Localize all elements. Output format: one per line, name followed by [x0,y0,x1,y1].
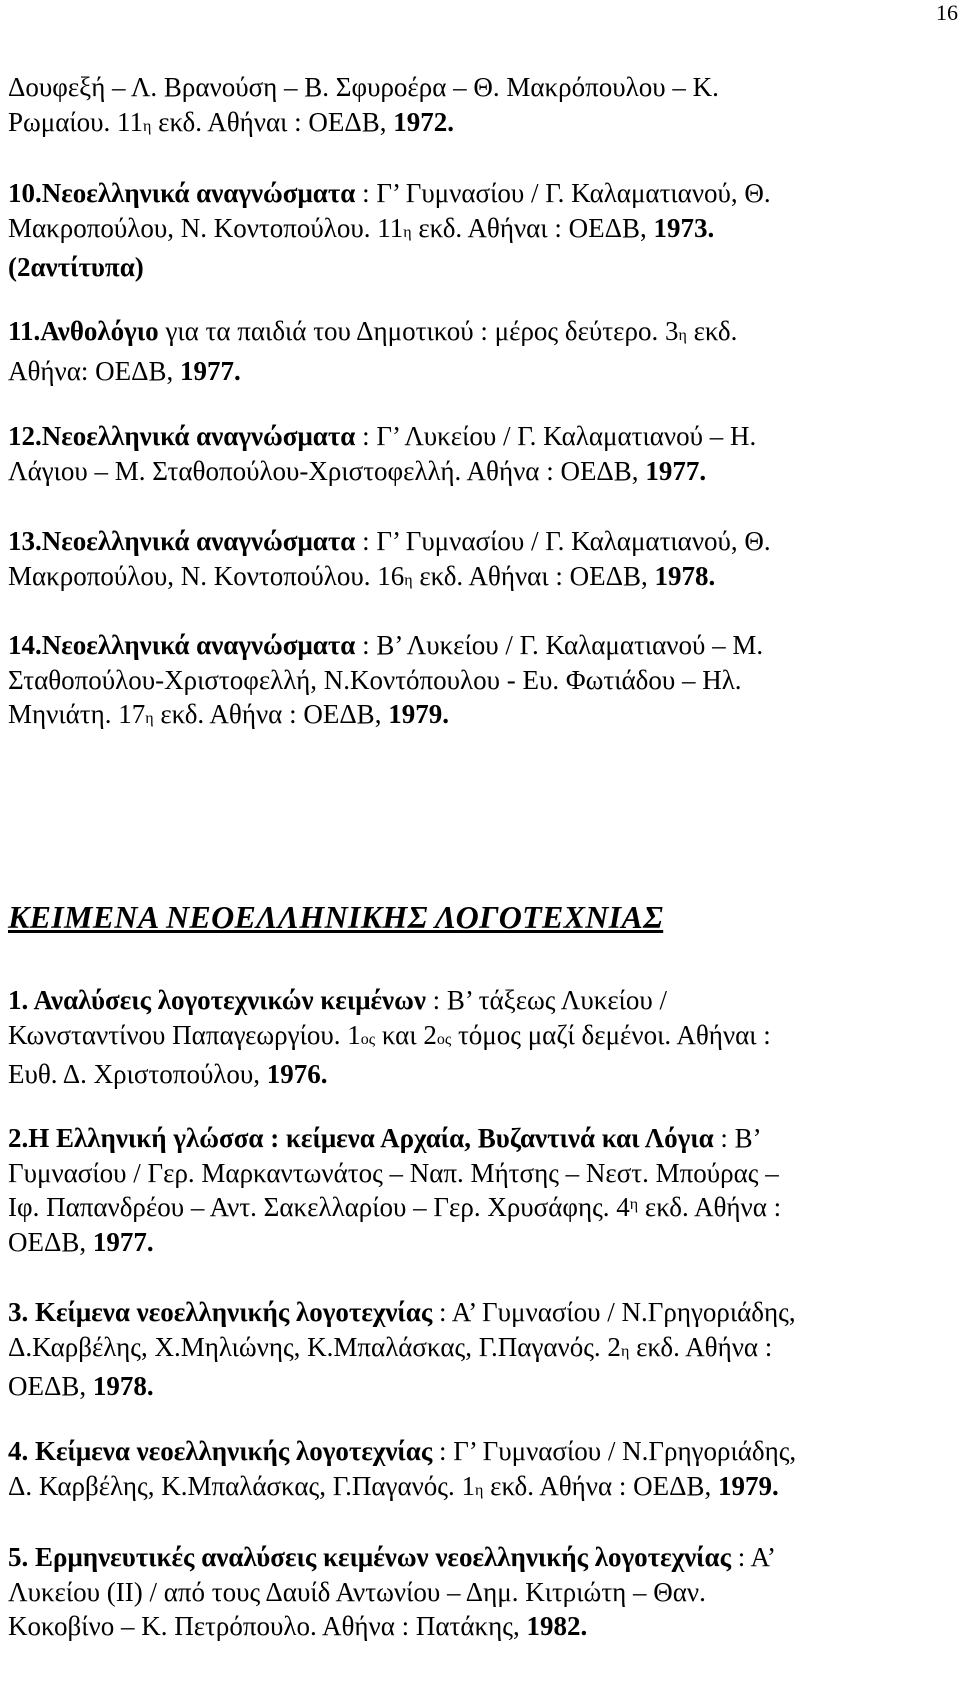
bold-text: 1978. [654,560,716,591]
bold-text: 10.Νεοελληνικά αναγνώσματα [8,178,356,208]
bibliography-entry [8,524,948,598]
ordinal-suffix: η [404,571,413,589]
entry-text: εκδ. [686,316,738,346]
entry-text: Δ.Καρβέλης, Χ.Μηλιώνης, Κ.Μπαλάσκας, Γ.Παγανός. 2 [8,1331,621,1362]
bold-text: 1982. [526,1611,588,1641]
bold-text: 1973. [653,212,715,243]
ordinal-suffix: η [620,1342,630,1360]
ordinal-suffix: η [475,1481,484,1499]
entry-line [8,983,948,1018]
entry-line [8,1018,948,1058]
entry-text: : Γ’ Γυμνασίου / Γ. Καλαματιανού, Θ. [355,178,771,208]
bold-text: 1976. [266,1059,328,1089]
entry-text: και 2 [375,1019,437,1050]
entry-line [8,1469,948,1509]
entry-line [8,1330,948,1370]
ordinal-suffix: η [143,117,152,135]
bold-text: 1979. [717,1470,779,1501]
page-number: 16 [936,0,958,25]
bibliography-entry [8,70,948,144]
bibliography-entry [8,1540,948,1644]
entry-line [8,1057,948,1092]
entry-line [8,354,948,389]
entry-line [8,1609,948,1644]
bold-text: 1972. [393,106,455,137]
entry-line [8,1575,948,1610]
bold-text: 1979. [388,699,449,729]
entry-text: εκδ. Αθήναι : ΟΕΔΒ, [412,560,655,591]
entry-text: ΟΕΔΒ, [8,1371,93,1401]
entry-text: : Γ’ Γυμνασίου / Ν.Γρηγοριάδης, [432,1436,797,1466]
bold-text: 3. Κείμενα νεοελληνικής λογοτεχνίας [8,1297,433,1327]
entry-text: Κοκοβίνο – Κ. Πετρόπουλο. Αθήνα : Πατάκης, [8,1611,527,1641]
bold-text: 1. Αναλύσεις λογοτεχνικών κειμένων [8,985,426,1015]
entry-line [8,1369,948,1404]
bold-text: 12.Νεοελληνικά αναγνώσματα [8,421,356,451]
entry-text: : Β’ Λυκείου / Γ. Καλαματιανού – Μ. [355,630,764,660]
entry-text: εκδ. Αθήνα : ΟΕΔΒ, [153,699,389,729]
entry-text: εκδ. Αθήναι : ΟΕΔΒ, [151,106,394,137]
entry-line [8,454,948,489]
entry-text: : Α’ Γυμνασίου / Ν.Γρηγοριάδης, [432,1297,796,1327]
entry-line [8,697,948,737]
entry-line [8,250,948,285]
entry-text: : Γ’ Γυμνασίου / Γ. Καλαματιανού, Θ. [355,526,771,556]
bold-text: 5. Ερμηνευτικές αναλύσεις κειμένων νεοελληνικής λογοτεχνίας [8,1542,732,1572]
entry-line [8,628,948,663]
bold-text: 1977. [645,455,707,486]
bibliography-entry [8,1434,948,1508]
bibliography-entry [8,419,948,488]
entry-line [8,105,948,145]
entry-text: ΟΕΔΒ, [8,1226,93,1257]
entry-text: Γυμνασίου / Γερ. Μαρκαντωνάτος – Ναπ. Μήτσης – Νεστ. Μπούρας – [8,1157,779,1188]
bold-text: 4. Κείμενα νεοελληνικής λογοτεχνίας [8,1436,433,1466]
entry-text: για τα παιδιά του Δημοτικού : μέρος δεύτερο. 3 [158,316,679,346]
entry-line [8,1121,948,1156]
entry-text: Αθήνα: ΟΕΔΒ, [8,355,181,386]
ordinal-suffix: η [145,710,154,727]
entry-text: : Β’ [713,1123,762,1153]
ordinal-suffix: ος [436,1030,452,1048]
bold-text: 1977. [180,355,241,386]
bold-text: 14.Νεοελληνικά αναγνώσματα [8,630,356,660]
ordinal-suffix: η [403,223,412,241]
entry-text: τόμος μαζί δεμένοι. Αθήναι : [451,1019,771,1050]
bold-text: 1978. [92,1371,154,1401]
entry-line [8,176,948,211]
entry-line [8,314,948,354]
entry-line [8,1295,948,1330]
entry-line [8,1156,948,1191]
bibliography-entry [8,176,948,285]
bibliography-entry [8,1121,948,1259]
entry-text: εκδ. Αθήναι : ΟΕΔΒ, [411,212,654,243]
bold-text: (2αντίτυπα) [8,252,144,282]
entry-line [8,70,948,105]
entry-text: Μακροπούλου, Ν. Κοντοπούλου. 11 [8,212,404,243]
entry-text: Ιφ. Παπανδρέου – Αντ. Σακελλαρίου – Γερ. Χρυσάφης. 4 [8,1192,630,1222]
bold-text: 1977. [92,1226,154,1257]
entry-text: : Γ’ Λυκείου / Γ. Καλαματιανού – Η. [355,421,757,451]
bold-text: 11.Ανθολόγιο [8,316,159,346]
ordinal-suffix: η [629,1196,639,1213]
bibliography-entry [8,1295,948,1404]
bibliography-entry [8,628,948,737]
entry-line [8,559,948,599]
entry-text: Δ. Καρβέλης, Κ.Μπαλάσκας, Γ.Παγανός. 1 [8,1470,475,1501]
entry-text: εκδ. Αθήνα : [629,1331,773,1362]
bibliography-entry [8,314,948,388]
entry-text: Λυκείου (ΙΙ) / από τους Δαυίδ Αντωνίου – Δημ. Κιτριώτη – Θαν. [8,1576,706,1607]
entry-text: Λάγιου – Μ. Σταθοπούλου-Χριστοφελλή. Αθήνα : ΟΕΔΒ, [8,455,646,486]
entry-text: : Α’ [731,1542,777,1572]
entry-text: Μηνιάτη. 17 [8,699,146,729]
bibliography-entry [8,983,948,1092]
entry-line [8,419,948,454]
entry-text: εκδ. Αθήνα : [638,1192,782,1222]
ordinal-suffix: ος [360,1030,376,1048]
entry-text: εκδ. Αθήνα : ΟΕΔΒ, [483,1470,718,1501]
ordinal-suffix: η [678,327,687,344]
bold-text: 2.Η Ελληνική γλώσσα : κείμενα Αρχαία, Βυζαντινά και Λόγια [8,1123,714,1153]
entry-line [8,1540,948,1575]
entry-line [8,524,948,559]
section-heading: ΚΕΙΜΕΝΑ ΝΕΟΕΛΛΗΝΙΚΗΣ ΛΟΓΟΤΕΧΝΙΑΣ [8,899,664,935]
entry-line [8,211,948,251]
bold-text: 13.Νεοελληνικά αναγνώσματα [8,526,356,556]
entry-text: Ευθ. Δ. Χριστοπούλου, [8,1059,267,1089]
entry-text: Μακροπούλου, Ν. Κοντοπούλου. 16 [8,560,405,591]
entry-text: Δουφεξή – Λ. Βρανούση – Β. Σφυροέρα – Θ. Μακρόπουλου – Κ. [8,72,719,102]
entry-line [8,663,948,698]
entry-text: : Β’ τάξεως Λυκείου / [425,985,668,1015]
entry-text: Σταθοπούλου-Χριστοφελλή, Ν.Κοντόπουλου - Ευ. Φωτιάδου – Ηλ. [8,664,742,695]
entry-text: Κωνσταντίνου Παπαγεωργίου. 1 [8,1019,361,1050]
entry-text: Ρωμαίου. 11 [8,106,144,137]
entry-line [8,1434,948,1469]
entry-line [8,1190,948,1225]
entry-line [8,1225,948,1260]
